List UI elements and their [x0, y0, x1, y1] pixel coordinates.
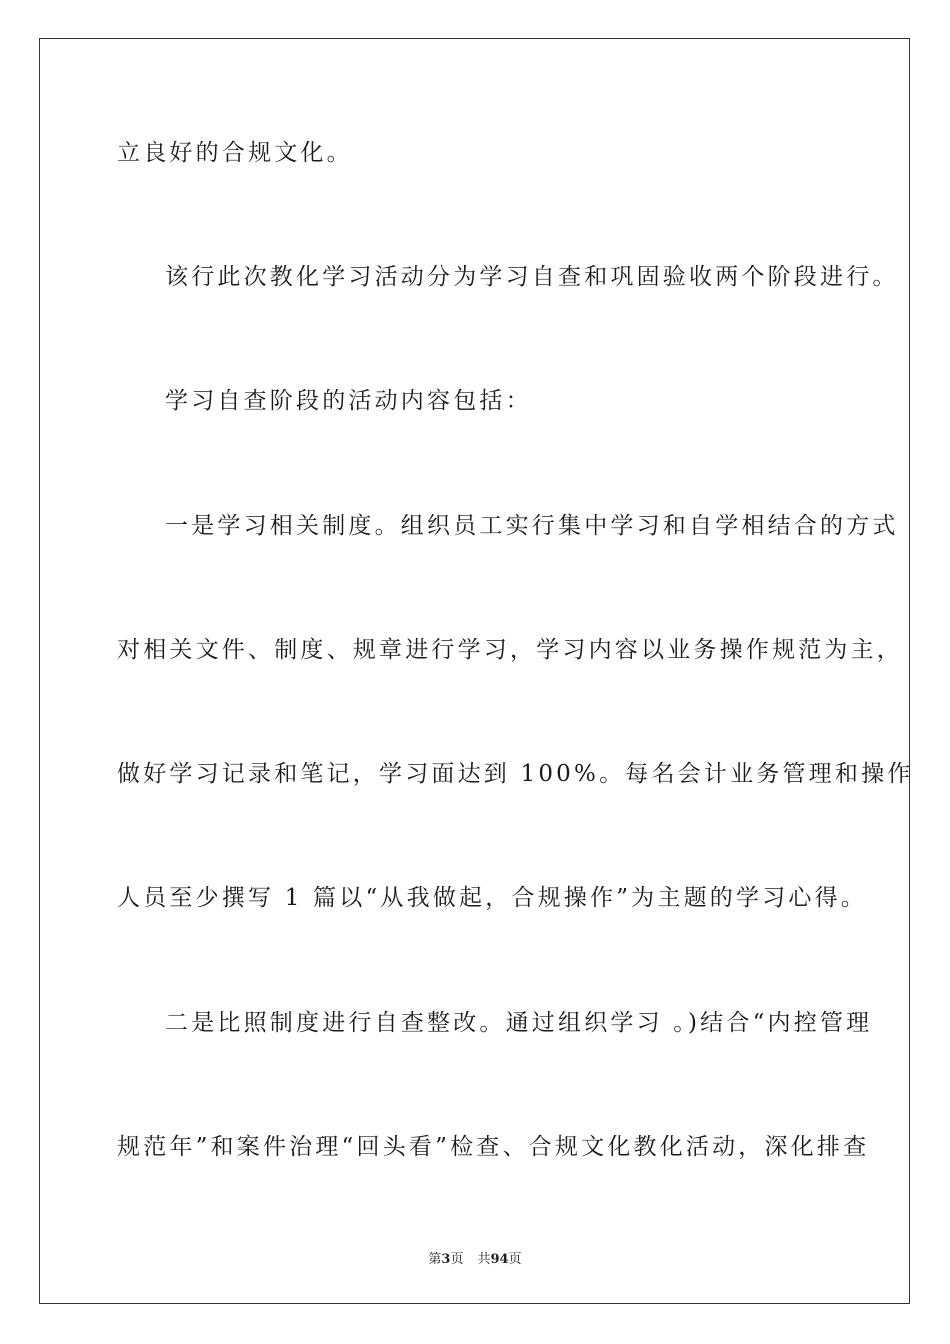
text-line-9: 规范年”和案件治理“回头看”检查、合规文化教化活动，深化排查	[117, 1134, 870, 1160]
total-prefix: 共	[477, 1252, 491, 1267]
page-suffix: 页	[450, 1252, 464, 1267]
text-line-6: 做好学习记录和笔记，学习面达到 100%。每名会计业务管理和操作	[117, 761, 914, 787]
page-number: 3	[441, 1252, 451, 1267]
text-line-5: 对相关文件、制度、规章进行学习，学习内容以业务操作规范为主，	[117, 637, 903, 663]
text-line-1: 立良好的合规文化。	[117, 140, 353, 166]
page-footer	[0, 1248, 950, 1267]
paragraph-line-8: 二是比照制度进行自查整改。通过组织学习 。)结合“内控管理	[165, 1010, 873, 1036]
total-pages: 94	[490, 1252, 509, 1267]
paragraph-line-2: 该行此次教化学习活动分为学习自查和巩固验收两个阶段进行。	[165, 264, 899, 290]
paragraph-line-4: 一是学习相关制度。组织员工实行集中学习和自学相结合的方式	[165, 513, 899, 539]
total-suffix: 页	[508, 1252, 522, 1267]
paragraph-line-3: 学习自查阶段的活动内容包括：	[165, 388, 532, 414]
page-prefix: 第	[428, 1252, 442, 1267]
text-line-7: 人员至少撰写 1 篇以“从我做起，合规操作”为主题的学习心得。	[117, 885, 867, 911]
page-border	[39, 38, 914, 1304]
